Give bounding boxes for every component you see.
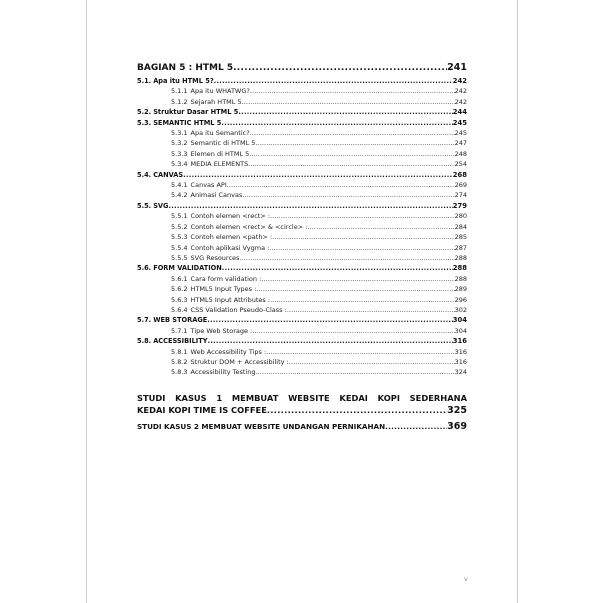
toc-part-heading[interactable] — [137, 62, 467, 74]
toc-subsection[interactable] — [137, 253, 467, 263]
section-page-number: 288 — [452, 264, 467, 273]
dot-leader — [207, 315, 453, 325]
case-study-1-title-line2: KEDAI KOPI TIME IS COFFEE — [137, 404, 267, 415]
dot-leader — [221, 118, 452, 128]
section-title: ACCESSIBILITY — [153, 337, 208, 346]
section-title: WEB STORAGE — [153, 316, 208, 325]
subsection-page-number: 274 — [454, 191, 467, 200]
section-number: 5.5. — [137, 201, 152, 210]
toc-sections — [137, 76, 467, 378]
dot-leader — [183, 170, 453, 180]
subsection-number: 5.6.1 — [171, 274, 188, 283]
section-number: 5.6. — [137, 264, 152, 273]
subsection-title: Elemen di HTML 5 — [190, 149, 250, 158]
subsection-page-number: 289 — [454, 285, 467, 294]
subsection-title: HTML5 Input Types : — [190, 285, 257, 294]
toc-subsection[interactable] — [137, 357, 467, 367]
subsection-title: Contoh elemen <rect> & <circle> : — [190, 222, 308, 231]
part-title: BAGIAN 5 : HTML 5 — [137, 63, 234, 73]
section-page-number: 245 — [452, 118, 467, 127]
subsection-page-number: 284 — [454, 222, 467, 231]
toc-subsection[interactable] — [137, 138, 467, 148]
section-page-number: 244 — [452, 108, 467, 117]
subsection-title: Apa itu Semantic? — [190, 129, 250, 138]
subsection-page-number: 254 — [454, 160, 467, 169]
subsection-number: 5.5.3 — [171, 233, 188, 242]
subsection-title: Struktur DOM + Accessibility : — [190, 357, 289, 366]
part-page-number: 241 — [447, 62, 467, 73]
subsection-title: SVG Resources — [190, 253, 240, 262]
dot-leader — [261, 274, 454, 284]
dot-leader — [307, 222, 454, 232]
dot-leader — [242, 190, 454, 200]
section-title: Struktur Dasar HTML 5 — [153, 108, 239, 117]
toc-subsection[interactable] — [137, 295, 467, 305]
subsection-title: Apa itu WHATWG? — [190, 87, 250, 96]
subsection-page-number: 316 — [454, 347, 467, 356]
toc-subsection[interactable] — [137, 211, 467, 221]
subsection-title: Web Accessibility Tips : — [190, 347, 267, 356]
subsection-number: 5.3.4 — [171, 160, 188, 169]
dot-leader — [385, 422, 447, 432]
subsection-page-number: 248 — [454, 149, 467, 158]
dot-leader — [255, 367, 454, 377]
subsection-page-number: 324 — [454, 368, 467, 377]
subsection-number: 5.3.3 — [171, 149, 188, 158]
subsection-title: Animasi Canvas — [190, 191, 243, 200]
subsection-number: 5.6.3 — [171, 295, 188, 304]
subsection-page-number: 242 — [454, 87, 467, 96]
section-page-number: 304 — [452, 316, 467, 325]
toc-subsection[interactable] — [137, 97, 467, 107]
section-title: SVG — [153, 201, 169, 210]
document-page — [86, 0, 518, 603]
section-number: 5.7. — [137, 316, 152, 325]
subsection-number: 5.5.2 — [171, 222, 188, 231]
section-page-number: 242 — [452, 77, 467, 85]
section-number: 5.3. — [137, 118, 152, 127]
dot-leader — [252, 326, 454, 336]
subsection-page-number: 280 — [454, 212, 467, 221]
toc-subsection[interactable] — [137, 190, 467, 200]
dot-leader — [208, 336, 453, 346]
subsection-title: Canvas API — [190, 181, 227, 190]
subsection-page-number: 287 — [454, 243, 467, 252]
subsection-number: 5.6.2 — [171, 285, 188, 294]
subsection-number: 5.8.3 — [171, 368, 188, 377]
subsection-title: Contoh elemen <rect> : — [190, 212, 271, 221]
toc-section[interactable] — [137, 107, 467, 117]
dot-leader — [266, 347, 454, 357]
section-title: SEMANTIC HTML 5 — [153, 118, 222, 127]
toc-section[interactable] — [137, 170, 467, 180]
dot-leader — [287, 305, 455, 315]
case-study-2-title: STUDI KASUS 2 MEMBUAT WEBSITE UNDANGAN PERNIKAHAN — [137, 421, 386, 431]
subsection-title: Semantic di HTML 5 — [190, 139, 256, 148]
toc-subsection[interactable] — [137, 326, 467, 336]
dot-leader — [272, 232, 454, 242]
case-study-2-page-number: 369 — [447, 420, 467, 432]
subsection-number: 5.3.1 — [171, 129, 188, 138]
subsection-page-number: 285 — [454, 233, 467, 242]
subsection-title: CSS Validation Pseudo-Class : — [190, 305, 287, 314]
toc-subsection[interactable] — [137, 222, 467, 232]
dot-leader — [214, 76, 453, 86]
section-page-number: 268 — [452, 170, 467, 179]
subsection-number: 5.4.1 — [171, 181, 188, 190]
subsection-page-number: 242 — [454, 97, 467, 106]
section-title: FORM VALIDATION — [153, 264, 222, 273]
subsection-title: Contoh aplikasi Vygma : — [190, 243, 270, 252]
dot-leader — [270, 211, 455, 221]
toc-subsection[interactable] — [137, 243, 467, 253]
subsection-title: MEDIA ELEMENTS — [190, 160, 249, 169]
toc-subsection[interactable] — [137, 128, 467, 138]
dot-leader — [238, 107, 452, 117]
section-title: CANVAS — [153, 170, 184, 179]
subsection-page-number: 296 — [454, 295, 467, 304]
roman-page-number: v — [464, 575, 468, 583]
subsection-title: Contoh elemen <path> : — [190, 233, 273, 242]
dot-leader — [239, 253, 454, 263]
subsection-number: 5.3.2 — [171, 139, 188, 148]
dot-leader — [222, 263, 453, 273]
subsection-title: Accessibility Testing — [190, 368, 256, 377]
subsection-number: 5.5.4 — [171, 243, 188, 252]
subsection-page-number: 316 — [454, 357, 467, 366]
case-study-1-page-number: 325 — [447, 404, 467, 416]
section-number: 5.4. — [137, 170, 152, 179]
subsection-page-number: 269 — [454, 181, 467, 190]
toc-section[interactable] — [137, 336, 467, 346]
section-page-number: 279 — [452, 201, 467, 210]
toc-case-study-1[interactable] — [137, 392, 467, 417]
toc-case-study-2[interactable] — [137, 422, 467, 432]
toc-subsection[interactable] — [137, 232, 467, 242]
toc-subsection[interactable] — [137, 284, 467, 294]
section-number: 5.2. — [137, 108, 152, 117]
subsection-page-number: 302 — [454, 305, 467, 314]
section-number: 5.1. — [137, 77, 152, 85]
dot-leader — [255, 138, 454, 148]
dot-leader — [233, 62, 447, 74]
subsection-number: 5.7.1 — [171, 326, 188, 335]
subsection-number: 5.8.1 — [171, 347, 188, 356]
dot-leader — [269, 243, 454, 253]
subsection-title: Cara form validation : — [190, 274, 262, 283]
toc-subsection[interactable] — [137, 159, 467, 169]
subsection-number: 5.6.4 — [171, 305, 188, 314]
case-study-1-title-line1: STUDI KASUS 1 MEMBUAT WEBSITE KEDAI KOPI SEDERHANA — [137, 392, 467, 403]
toc-section[interactable] — [137, 76, 467, 86]
toc-subsection[interactable] — [137, 367, 467, 377]
toc-section[interactable] — [137, 315, 467, 325]
dot-leader — [227, 180, 455, 190]
dot-leader — [267, 404, 447, 416]
section-page-number: 316 — [452, 337, 467, 346]
table-of-contents — [137, 62, 467, 432]
dot-leader — [270, 295, 455, 305]
toc-subsection[interactable] — [137, 149, 467, 159]
subsection-title: Tipe Web Storage : — [190, 326, 253, 335]
dot-leader — [289, 357, 455, 367]
subsection-page-number: 304 — [454, 326, 467, 335]
subsection-number: 5.5.5 — [171, 253, 188, 262]
subsection-number: 5.8.2 — [171, 357, 188, 366]
toc-subsection[interactable] — [137, 86, 467, 96]
toc-section[interactable] — [137, 201, 467, 211]
toc-section[interactable] — [137, 118, 467, 128]
dot-leader — [250, 128, 455, 138]
subsection-page-number: 245 — [454, 129, 467, 138]
section-number: 5.8. — [137, 337, 152, 346]
toc-subsection[interactable] — [137, 180, 467, 190]
subsection-page-number: 247 — [454, 139, 467, 148]
dot-leader — [248, 159, 454, 169]
dot-leader — [242, 97, 455, 107]
dot-leader — [256, 284, 454, 294]
subsection-number: 5.4.2 — [171, 191, 188, 200]
toc-subsection[interactable] — [137, 305, 467, 315]
toc-subsection[interactable] — [137, 274, 467, 284]
dot-leader — [250, 86, 455, 96]
subsection-number: 5.1.2 — [171, 97, 188, 106]
subsection-title: Sejarah HTML 5 — [190, 97, 242, 106]
dot-leader — [168, 201, 452, 211]
subsection-number: 5.1.1 — [171, 87, 188, 96]
toc-section[interactable] — [137, 263, 467, 273]
toc-subsection[interactable] — [137, 347, 467, 357]
subsection-page-number: 288 — [454, 274, 467, 283]
dot-leader — [249, 149, 454, 159]
subsection-number: 5.5.1 — [171, 212, 188, 221]
subsection-title: HTML5 Input Attributes : — [190, 295, 271, 304]
subsection-page-number: 288 — [454, 253, 467, 262]
section-title: Apa itu HTML 5? — [153, 77, 214, 85]
